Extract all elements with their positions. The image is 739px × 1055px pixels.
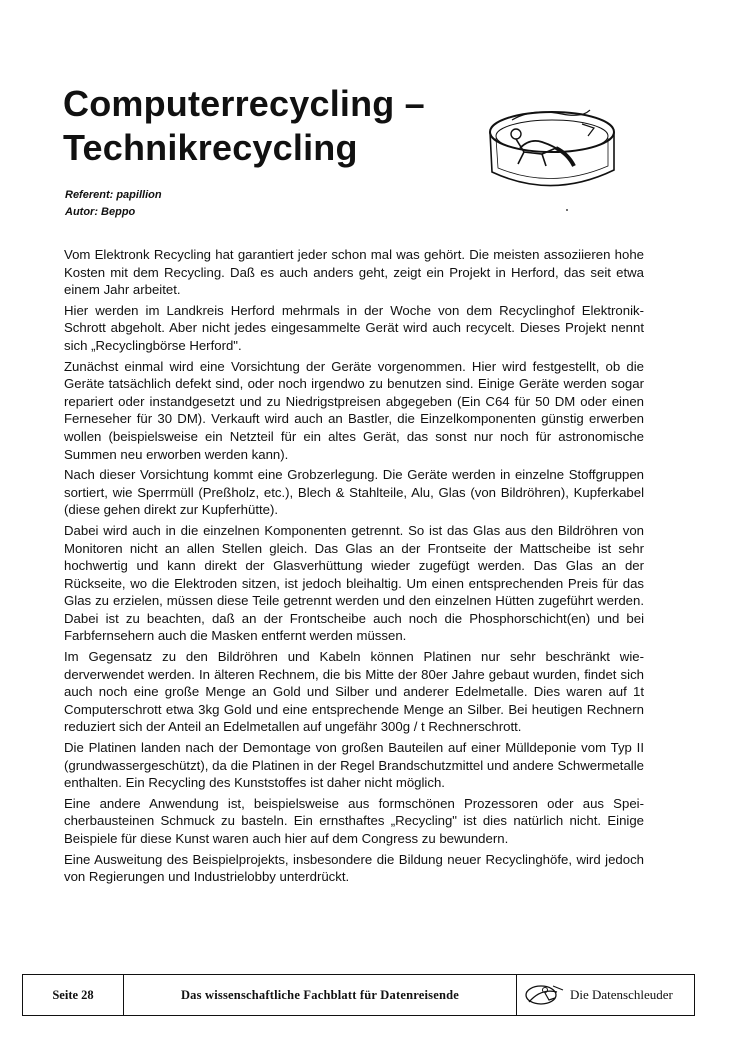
paragraph: Eine Ausweitung des Beispielprojekts, insbesondere die Bildung neuer Recyclinghöfe, wird jedoch von Regierungen und Industrielobby unterdrückt. [64, 851, 644, 885]
footer-brand-name: Die Datenschleuder [570, 987, 673, 1002]
print-speck [566, 209, 568, 211]
footer-tagline: Das wissenschaftliche Fachblatt für Datenreisende [124, 975, 517, 1015]
page-footer [22, 974, 695, 1016]
paragraph: Im Gegensatz zu den Bildröhren und Kabeln können Platinen nur sehr beschränkt wiederverwendet werden. In älteren Rechnem, die bis Mitte der 80er Jahre gebaut wurden, findet sich auch noch eine große Menge an Gold und Silber und anderer Edelmetalle. Dies waren auf 1t Computerschrott etwa 3kg Gold und eine entsprechende Menge an Silber. Bei heutigen Rechnern reduziert sich der Anteil an Edelmetallen auf ungefähr 300g / t Rechnerschrott. [64, 649, 644, 735]
paragraph: Zunächst einmal wird eine Vorsichtung der Geräte vorgenommen. Hier wird festgestellt, ob die Geräte tatsächlich defekt sind, oder noch irgendwo zu benutzen sind. Einige Geräte werden sogar repariert oder instandgesetzt und zu Niedrigstpreisen abgegeben (Ein C64 für 50 DM oder einen Ferneseher für 30 DM). Verkauft wird auch an Bastler, die Einzelkomponenten günstig erwerben wollen (beispielsweise ein Netzteil für ein altes Gerät, das sonst nur noch für astronomische Summen neu erworben werden kann). [64, 358, 644, 462]
article-title [63, 82, 483, 170]
paragraph: Eine andere Anwendung ist, beispielsweise aus formschönen Prozessoren oder aus Speicherbausteinen Schmuck zu basteln. Ein ernsthaftes „Recycling" ist dies natürlich nicht. Einige Beispiele für diese Kunst waren auch hier auf dem Congress zu bewundern. [64, 795, 644, 846]
article-meta [65, 187, 162, 221]
page-number: Seite 28 [23, 975, 124, 1015]
article-body [64, 246, 644, 889]
paragraph: Hier werden im Landkreis Herford mehrmals in der Woche von dem Recyclinghof Elektronik-Schrott abgeholt. Aber nicht jedes eingesammelte Gerät wird auch recycelt. Dieses Projekt nennt sich „Recyclingbörse Herford". [64, 302, 644, 353]
article-title-line-2: Technikrecycling [63, 127, 358, 168]
referent-line: Referent: papillion [65, 189, 162, 201]
datenschleuder-logo-icon [523, 982, 567, 1008]
paragraph: Nach dieser Vorsichtung kommt eine Grobzerlegung. Die Geräte werden in einzelne Stoffgruppen sortiert, wie Sperrmüll (Preßholz, etc.), Blech & Stahlteile, Alu, Glas (von Bildröhren), Kupferkabel (diese gehen direkt zur Kupferhütte). [64, 467, 644, 518]
paragraph: Vom Elektronk Recycling hat garantiert jeder schon mal was gehört. Die meisten assoziieren hohe Kosten mit dem Recycling. Daß es auch anders geht, zeigt ein Projekt in Herford, das seit etwa einem Jahr arbeitet. [64, 247, 644, 298]
footer-brand [517, 975, 694, 1015]
paragraph: Dabei wird auch in die einzelnen Komponenten getrennt. So ist das Glas aus den Bildröhren von Monitoren nicht an allen Stellen gleich. Das Glas an der Frontseite der Mattscheibe ist sehr hochwertig und kann direkt der Glasverhüttung wieder zugefügt werden. Das Glas an der Rückseite, wo die Elektroden sitzen, ist jedoch bleihaltig. Um einen entsprechenden Preis für das Glas zu erzielen, müssen diese Teile getrennt werden und den einzelnen Hütten zugeführt werden. Dabei ist zu beachten, daß an der Frontscheibe auch noch die Phosphorschicht(en) und bei Farbfernsehern auch die Masken entfernt werden müssen. [64, 522, 644, 644]
ring-runner-illustration [472, 90, 622, 196]
paragraph: Die Platinen landen nach der Demontage von großen Bauteilen auf einer Mülldeponie vom Typ II (grundwassergeschützt), da die Platinen in der Regel Brandschutzmittel und andere Schwermetalle enthalten. Ein Recycling des Kunststoffes ist daher nicht möglich. [64, 740, 644, 791]
author-line: Autor: Beppo [65, 206, 136, 218]
article-title-line-1: Computerrecycling – [63, 83, 425, 124]
